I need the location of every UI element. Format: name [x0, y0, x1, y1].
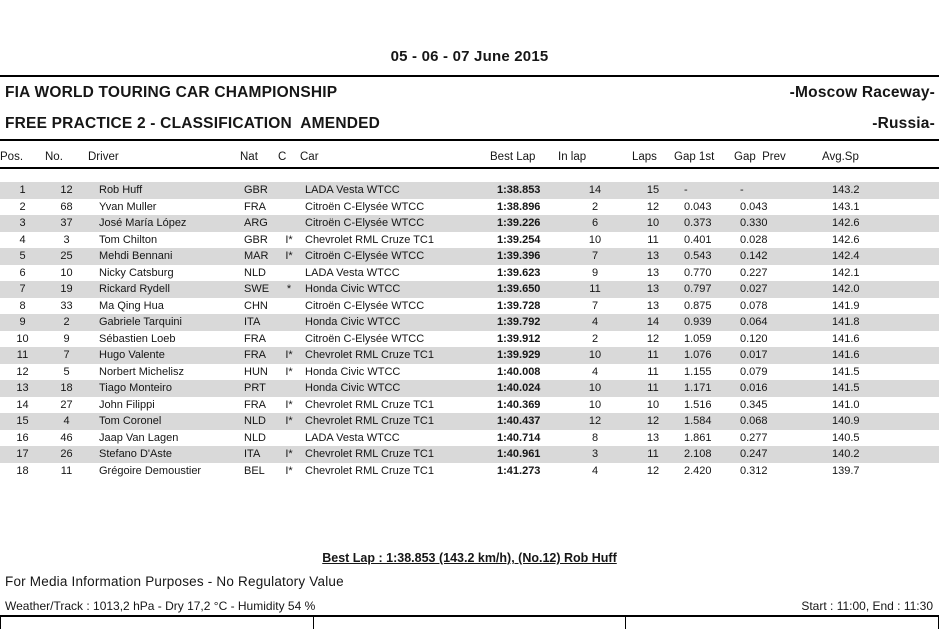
cell-no: 5 — [63, 365, 70, 378]
cell-nat: GBR — [244, 233, 268, 246]
cell-laps: 15 — [646, 184, 660, 196]
classification-table — [0, 141, 939, 479]
cell-avg-sp: 140.9 — [832, 415, 860, 427]
cell-c — [278, 331, 300, 348]
cell-in-lap: 2 — [591, 200, 599, 213]
cell-nat: MAR — [244, 250, 269, 262]
best-lap-summary: Best Lap : 1:38.853 (143.2 km/h), (No.12) Rob Huff — [322, 551, 617, 565]
cell-nat: NLD — [244, 415, 267, 427]
col-header-car: Car — [300, 151, 319, 163]
cell-gap-prev: 0.068 — [740, 415, 768, 427]
cell-gap-prev: 0.028 — [740, 233, 768, 246]
cell-c — [278, 380, 300, 397]
cell-driver: Gabriele Tarquini — [99, 316, 182, 328]
cell-laps: 11 — [647, 382, 659, 394]
cell-avg-sp: 142.1 — [832, 266, 860, 279]
table-row — [0, 199, 939, 216]
cell-car: Chevrolet RML Cruze TC1 — [305, 349, 434, 361]
cell-in-lap: 8 — [591, 431, 599, 444]
cell-in-lap: 10 — [588, 398, 602, 411]
cell-avg-sp: 142.4 — [832, 250, 860, 262]
cell-best-lap: 1:40.961 — [497, 448, 541, 460]
cell-pos: 6 — [19, 266, 26, 279]
cell-gap-1st: 1.171 — [684, 382, 712, 394]
cell-pos: 14 — [16, 398, 29, 411]
cell-in-lap: 2 — [591, 332, 599, 345]
cell-car: Chevrolet RML Cruze TC1 — [305, 398, 434, 411]
cell-gap-1st: 2.420 — [684, 464, 712, 477]
cell-best-lap: 1:39.929 — [497, 349, 541, 361]
cell-gap-prev: 0.017 — [740, 349, 768, 361]
bottom-table-cell-3 — [626, 617, 939, 629]
cell-in-lap: 12 — [588, 415, 602, 427]
cell-driver: Tom Chilton — [99, 233, 158, 246]
cell-laps: 13 — [646, 431, 660, 444]
cell-driver: Nicky Catsburg — [99, 266, 174, 279]
weather-row — [0, 599, 939, 613]
cell-c — [278, 298, 300, 315]
cell-car: Honda Civic WTCC — [305, 283, 401, 295]
cell-avg-sp: 143.1 — [832, 200, 860, 213]
media-note: For Media Information Purposes - No Regulatory Value — [5, 574, 344, 589]
cell-gap-1st: 1.516 — [684, 398, 712, 411]
cell-pos: 8 — [19, 299, 26, 312]
cell-gap-1st: 1.059 — [684, 332, 712, 345]
cell-driver: Ma Qing Hua — [99, 299, 164, 312]
cell-car: Citroën C-Elysée WTCC — [305, 332, 425, 345]
cell-no: 7 — [63, 349, 70, 361]
cell-c: I* — [285, 415, 293, 427]
cell-in-lap: 7 — [591, 250, 599, 262]
cell-laps: 11 — [647, 349, 659, 361]
cell-laps: 11 — [647, 365, 659, 378]
cell-best-lap: 1:39.254 — [497, 233, 541, 246]
cell-gap-prev: - — [740, 184, 744, 196]
cell-car: Chevrolet RML Cruze TC1 — [305, 415, 434, 427]
cell-best-lap: 1:40.008 — [497, 365, 541, 378]
cell-pos: 2 — [19, 200, 26, 213]
cell-pos: 1 — [19, 184, 26, 196]
cell-avg-sp: 139.7 — [832, 464, 860, 477]
cell-gap-1st: 0.875 — [684, 299, 712, 312]
cell-driver: Hugo Valente — [99, 349, 165, 361]
cell-nat: NLD — [244, 431, 267, 444]
cell-gap-1st: 1.155 — [684, 365, 712, 378]
cell-c — [278, 430, 300, 447]
cell-nat: HUN — [244, 365, 268, 378]
cell-car: Chevrolet RML Cruze TC1 — [305, 448, 434, 460]
title-block — [0, 77, 939, 139]
cell-best-lap: 1:38.896 — [497, 200, 541, 213]
cell-avg-sp: 141.8 — [832, 316, 860, 328]
cell-laps: 12 — [646, 332, 660, 345]
cell-avg-sp: 141.5 — [832, 365, 860, 378]
cell-avg-sp: 141.6 — [832, 349, 860, 361]
cell-no: 9 — [63, 332, 70, 345]
cell-laps: 11 — [647, 233, 659, 246]
cell-gap-prev: 0.227 — [740, 266, 768, 279]
cell-driver: Stefano D'Aste — [99, 448, 173, 460]
table-row — [0, 380, 939, 397]
cell-gap-prev: 0.120 — [740, 332, 768, 345]
cell-pos: 4 — [19, 233, 26, 246]
cell-driver: Tom Coronel — [99, 415, 162, 427]
cell-best-lap: 1:40.024 — [497, 382, 541, 394]
cell-car: Chevrolet RML Cruze TC1 — [305, 464, 434, 477]
cell-c — [278, 182, 300, 199]
col-header-in-lap: In lap — [558, 151, 587, 163]
cell-pos: 7 — [19, 283, 26, 295]
cell-driver: Rob Huff — [99, 184, 143, 196]
cell-best-lap: 1:39.226 — [497, 217, 541, 229]
cell-gap-1st: 1.076 — [684, 349, 712, 361]
cell-driver: Rickard Rydell — [99, 283, 170, 295]
cell-gap-1st: 2.108 — [684, 448, 712, 460]
cell-car: Citroën C-Elysée WTCC — [305, 299, 425, 312]
cell-nat: FRA — [244, 200, 266, 213]
cell-avg-sp: 142.0 — [832, 283, 860, 295]
cell-nat: ITA — [244, 316, 261, 328]
table-row — [0, 265, 939, 282]
championship-row — [0, 77, 939, 108]
col-header-driver: Driver — [88, 151, 119, 163]
col-header-gap-prev: Gap Prev — [734, 151, 786, 163]
cell-pos: 18 — [16, 464, 29, 477]
cell-driver: Tiago Monteiro — [99, 382, 172, 394]
cell-in-lap: 10 — [588, 233, 602, 246]
cell-gap-prev: 0.043 — [740, 200, 768, 213]
cell-avg-sp: 141.9 — [832, 299, 860, 312]
cell-no: 10 — [60, 266, 73, 279]
cell-in-lap: 4 — [591, 464, 599, 477]
cell-no: 46 — [60, 431, 73, 444]
table-row — [0, 298, 939, 315]
cell-c — [278, 199, 300, 216]
cell-best-lap: 1:39.650 — [497, 283, 541, 295]
cell-gap-prev: 0.330 — [740, 217, 768, 229]
cell-car: LADA Vesta WTCC — [305, 431, 400, 444]
cell-best-lap: 1:40.714 — [497, 431, 541, 444]
cell-driver: Sébastien Loeb — [99, 332, 176, 345]
venue-name: -Moscow Raceway- — [789, 83, 935, 101]
event-date: 05 - 06 - 07 June 2015 — [390, 48, 549, 65]
cell-laps: 13 — [646, 283, 660, 295]
col-header-gap-1st: Gap 1st — [674, 151, 715, 163]
cell-c: I* — [285, 250, 293, 262]
cell-nat: FRA — [244, 398, 266, 411]
cell-c: I* — [285, 365, 293, 378]
table-spacer-row — [0, 168, 939, 182]
cell-nat: CHN — [244, 299, 268, 312]
cell-no: 11 — [60, 464, 73, 477]
cell-car: LADA Vesta WTCC — [305, 266, 400, 279]
cell-driver: Mehdi Bennani — [99, 250, 173, 262]
cell-nat: BEL — [244, 464, 265, 477]
cell-avg-sp: 142.6 — [832, 233, 860, 246]
cell-gap-prev: 0.078 — [740, 299, 768, 312]
cell-pos: 10 — [16, 332, 29, 345]
cell-gap-1st: 0.373 — [684, 217, 712, 229]
col-header-nat: Nat — [240, 151, 258, 163]
cell-laps: 10 — [646, 398, 660, 411]
table-row — [0, 182, 939, 199]
cell-no: 3 — [63, 233, 70, 246]
cell-c: * — [286, 283, 292, 295]
cell-gap-1st: 0.770 — [684, 266, 712, 279]
cell-c — [278, 314, 300, 331]
cell-pos: 16 — [16, 431, 29, 444]
cell-no: 68 — [60, 200, 73, 213]
cell-best-lap: 1:40.369 — [497, 398, 541, 411]
cell-laps: 12 — [646, 464, 660, 477]
cell-laps: 13 — [646, 266, 660, 279]
cell-no: 4 — [63, 415, 70, 427]
cell-gap-prev: 0.142 — [740, 250, 768, 262]
cell-pos: 17 — [16, 448, 29, 460]
table-header — [0, 141, 939, 168]
cell-car: Honda Civic WTCC — [305, 382, 401, 394]
cell-pos: 3 — [19, 217, 26, 229]
bottom-table-cell-1 — [0, 617, 314, 629]
classification-sheet — [0, 48, 939, 625]
cell-car: Citroën C-Elysée WTCC — [305, 250, 425, 262]
cell-gap-1st: 1.584 — [684, 415, 712, 427]
session-title: FREE PRACTICE 2 - CLASSIFICATION AMENDED — [5, 114, 381, 132]
cell-nat: NLD — [244, 266, 267, 279]
cell-laps: 14 — [646, 316, 660, 328]
cell-in-lap: 4 — [591, 316, 599, 328]
cell-best-lap: 1:39.792 — [497, 316, 541, 328]
cell-best-lap: 1:39.623 — [497, 266, 541, 279]
cell-no: 2 — [63, 316, 70, 328]
cell-gap-prev: 0.016 — [740, 382, 768, 394]
bottom-table-cell-2 — [314, 617, 627, 629]
cell-pos: 5 — [19, 250, 26, 262]
table-row — [0, 248, 939, 265]
cell-avg-sp: 141.0 — [832, 398, 860, 411]
cell-pos: 12 — [16, 365, 29, 378]
cell-no: 19 — [60, 283, 73, 295]
col-header-c: C — [278, 151, 287, 163]
col-header-laps: Laps — [632, 151, 657, 163]
cell-pos: 15 — [16, 415, 29, 427]
session-row — [0, 108, 939, 139]
table-row — [0, 347, 939, 364]
table-row — [0, 430, 939, 447]
cell-avg-sp: 143.2 — [832, 184, 860, 196]
cell-avg-sp: 141.5 — [832, 382, 860, 394]
cell-gap-1st: 0.939 — [684, 316, 712, 328]
cell-no: 37 — [60, 217, 73, 229]
table-row — [0, 281, 939, 298]
cell-gap-prev: 0.345 — [740, 398, 768, 411]
table-body — [0, 168, 939, 479]
cell-gap-prev: 0.277 — [740, 431, 768, 444]
cell-laps: 12 — [646, 415, 660, 427]
cell-c — [278, 265, 300, 282]
table-row — [0, 446, 939, 463]
cell-no: 26 — [60, 448, 73, 460]
cell-laps: 12 — [646, 200, 660, 213]
cell-c: I* — [285, 464, 293, 477]
cell-nat: FRA — [244, 332, 266, 345]
cell-c: I* — [285, 349, 293, 361]
cell-best-lap: 1:39.912 — [497, 332, 541, 345]
cell-gap-prev: 0.064 — [740, 316, 768, 328]
cell-c: I* — [285, 448, 293, 460]
cell-c: I* — [285, 233, 293, 246]
cell-in-lap: 9 — [591, 266, 599, 279]
cell-nat: ITA — [244, 448, 261, 460]
table-header-row — [0, 141, 939, 168]
cell-c — [278, 215, 300, 232]
cell-laps: 13 — [646, 250, 660, 262]
cell-gap-prev: 0.079 — [740, 365, 768, 378]
col-header-pos: Pos. — [0, 151, 24, 163]
table-row — [0, 364, 939, 381]
cell-car: Honda Civic WTCC — [305, 365, 401, 378]
table-row — [0, 397, 939, 414]
cell-gap-1st: 0.543 — [684, 250, 712, 262]
cell-in-lap: 7 — [591, 299, 599, 312]
cell-avg-sp: 140.5 — [832, 431, 860, 444]
table-row — [0, 463, 939, 480]
cell-driver: Norbert Michelisz — [99, 365, 184, 378]
table-row — [0, 215, 939, 232]
cell-best-lap: 1:38.853 — [497, 184, 541, 196]
col-header-best-lap: Best Lap — [490, 151, 536, 163]
cell-avg-sp: 140.2 — [832, 448, 860, 460]
cell-c: I* — [285, 398, 293, 411]
cell-nat: ARG — [244, 217, 268, 229]
cell-no: 25 — [60, 250, 73, 262]
cell-pos: 9 — [19, 316, 26, 328]
cell-pos: 11 — [16, 349, 29, 361]
cell-nat: SWE — [244, 283, 270, 295]
cell-avg-sp: 142.6 — [832, 217, 860, 229]
country-name: -Russia- — [872, 114, 935, 132]
weather-info: Weather/Track : 1013,2 hPa - Dry 17,2 °C - Humidity 54 % — [5, 599, 316, 613]
col-header-no: No. — [45, 151, 63, 163]
cell-gap-1st: 0.043 — [684, 200, 712, 213]
cell-driver: John Filippi — [99, 398, 155, 411]
cell-in-lap: 10 — [588, 349, 602, 361]
cell-gap-prev: 0.312 — [740, 464, 768, 477]
cell-gap-1st: 0.401 — [684, 233, 712, 246]
cell-laps: 11 — [647, 448, 659, 460]
cell-best-lap: 1:39.728 — [497, 299, 541, 312]
cell-gap-1st: 1.861 — [684, 431, 712, 444]
cell-best-lap: 1:40.437 — [497, 415, 541, 427]
cell-avg-sp: 141.6 — [832, 332, 860, 345]
col-header-avg-sp: Avg.Sp — [822, 151, 859, 163]
cell-car: Citroën C-Elysée WTCC — [305, 200, 425, 213]
cell-gap-prev: 0.027 — [740, 283, 768, 295]
cell-in-lap: 10 — [588, 382, 602, 394]
table-row — [0, 232, 939, 249]
cell-no: 12 — [60, 184, 73, 196]
cell-car: LADA Vesta WTCC — [305, 184, 400, 196]
cell-in-lap: 14 — [588, 184, 602, 196]
cell-car: Citroën C-Elysée WTCC — [305, 217, 425, 229]
bottom-table — [0, 615, 939, 629]
cell-no: 18 — [60, 382, 73, 394]
cell-car: Chevrolet RML Cruze TC1 — [305, 233, 434, 246]
cell-nat: GBR — [244, 184, 268, 196]
cell-driver: Yvan Muller — [99, 200, 157, 213]
cell-no: 27 — [60, 398, 73, 411]
cell-nat: FRA — [244, 349, 266, 361]
cell-laps: 10 — [646, 217, 660, 229]
cell-in-lap: 6 — [591, 217, 599, 229]
cell-gap-1st: 0.797 — [684, 283, 712, 295]
cell-driver: Grégoire Demoustier — [99, 464, 202, 477]
cell-car: Honda Civic WTCC — [305, 316, 401, 328]
session-time: Start : 11:00, End : 11:30 — [801, 599, 933, 613]
cell-driver: Jaap Van Lagen — [99, 431, 179, 444]
cell-best-lap: 1:39.396 — [497, 250, 541, 262]
cell-in-lap: 3 — [591, 448, 599, 460]
table-row — [0, 314, 939, 331]
cell-pos: 13 — [16, 382, 29, 394]
cell-no: 33 — [60, 299, 73, 312]
cell-driver: José María López — [99, 217, 187, 229]
cell-nat: PRT — [244, 382, 266, 394]
cell-in-lap: 4 — [591, 365, 599, 378]
cell-gap-prev: 0.247 — [740, 448, 768, 460]
championship-title: FIA WORLD TOURING CAR CHAMPIONSHIP — [5, 83, 338, 101]
cell-in-lap: 11 — [589, 283, 601, 295]
table-row — [0, 331, 939, 348]
cell-best-lap: 1:41.273 — [497, 464, 541, 477]
table-row — [0, 413, 939, 430]
cell-laps: 13 — [646, 299, 660, 312]
cell-gap-1st: - — [684, 184, 688, 196]
